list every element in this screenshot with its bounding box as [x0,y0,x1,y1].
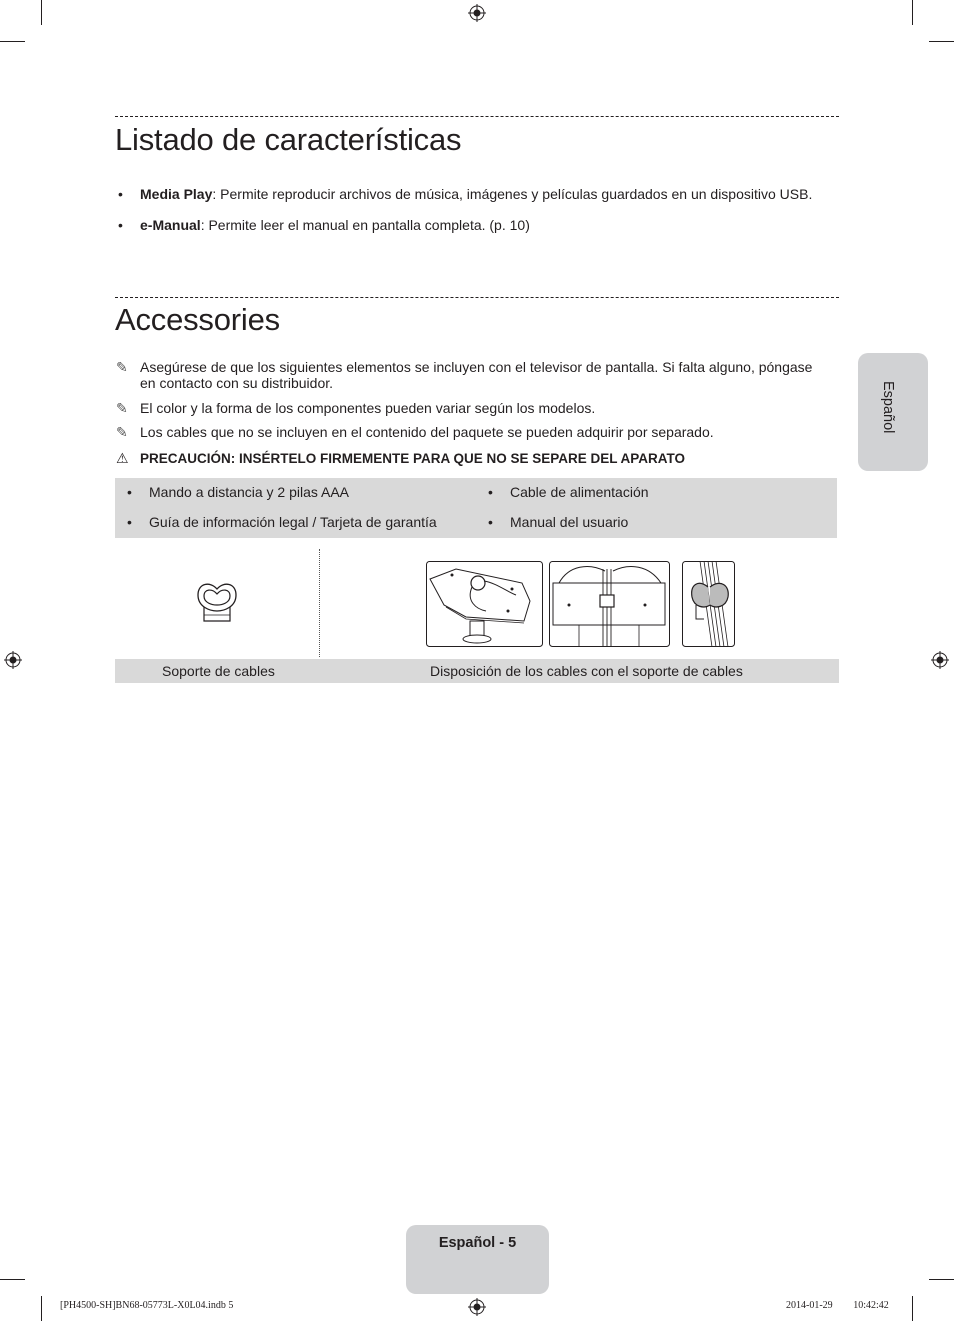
accessory-label: Cable de alimentación [510,484,649,500]
timestamp: 2014-01-29 ￿￿ 10:42:42 [786,1300,889,1311]
accessory-label: Manual del usuario [510,514,629,530]
accessory-item [127,484,349,500]
page-number: Español - 5 [438,1235,517,1251]
accessory-item [488,514,628,530]
registration-mark-icon [468,1298,486,1316]
warning-triangle-icon: ⚠ [116,450,129,466]
note [116,400,830,416]
caution-text: PRECAUCIÓN: INSÉRTELO FIRMEMENTE PARA QUE NO SE SEPARE DEL APARATO [140,451,686,466]
bullet-icon: • [118,186,123,202]
feature-desc: : Permite reproducir archivos de música, imágenes y películas guardados en un dispositivo USB. [212,186,813,202]
pencil-note-icon: ✎ [116,400,128,416]
feature-term: e-Manual [140,217,201,233]
feature-term: Media Play [140,186,213,202]
pencil-note-icon: ✎ [116,359,128,375]
crop-mark [41,0,42,25]
crop-mark [0,1279,25,1280]
bullet-icon: • [127,514,132,530]
caption-arrangement: Disposición de los cables con el soporte de cables [430,663,743,679]
crop-mark [0,41,25,42]
pencil-note-icon: ✎ [116,424,128,440]
bullet-icon: • [127,484,132,500]
bullet-icon: • [488,514,493,530]
cable-arrangement-illustration-1 [426,561,543,647]
registration-mark-icon [4,651,22,669]
column-divider [319,549,320,657]
crop-mark [929,41,954,42]
caption-holder: Soporte de cables [162,663,275,679]
feature-item [118,186,812,202]
cable-arrangement-illustration-2 [549,561,670,647]
note-text: Asegúrese de que los siguientes elementos se incluyen con el televisor de pantalla. Si falta alguno, póngase en contacto con su distribuidor. [140,359,813,391]
language-side-tab [858,353,928,471]
accessory-label: Mando a distancia y 2 pilas AAA [149,484,350,500]
section-divider [115,116,839,117]
language-side-tab-label: Español [880,381,896,434]
crop-mark [912,1296,913,1321]
feature-desc: : Permite leer el manual en pantalla completa. (p. 10) [200,217,530,233]
file-slug: [PH4500-SH]BN68-05773L-X0L04.indb 5 [60,1300,234,1311]
note-text: Los cables que no se incluyen en el contenido del paquete se pueden adquirir por separado. [140,424,714,440]
bullet-icon: • [488,484,493,500]
bullet-icon: • [118,217,123,233]
accessories-title: Accessories [115,302,280,337]
note [116,359,830,391]
note [116,424,830,440]
caution [116,450,685,467]
registration-mark-icon [468,4,486,22]
features-title: Listado de características [115,122,462,157]
crop-mark [912,0,913,25]
accessory-item [488,484,649,500]
cable-arrangement-illustration-3 [682,561,735,647]
accessory-label: Guía de información legal / Tarjeta de garantía [149,514,437,530]
cable-holder-illustration [192,579,242,625]
crop-mark [41,1296,42,1321]
section-divider [115,297,839,298]
page-number-tab [406,1225,549,1294]
note-text: El color y la forma de los componentes pueden variar según los modelos. [140,400,596,416]
crop-mark [929,1279,954,1280]
registration-mark-icon [931,651,949,669]
feature-item [118,217,530,233]
accessory-item [127,514,437,530]
